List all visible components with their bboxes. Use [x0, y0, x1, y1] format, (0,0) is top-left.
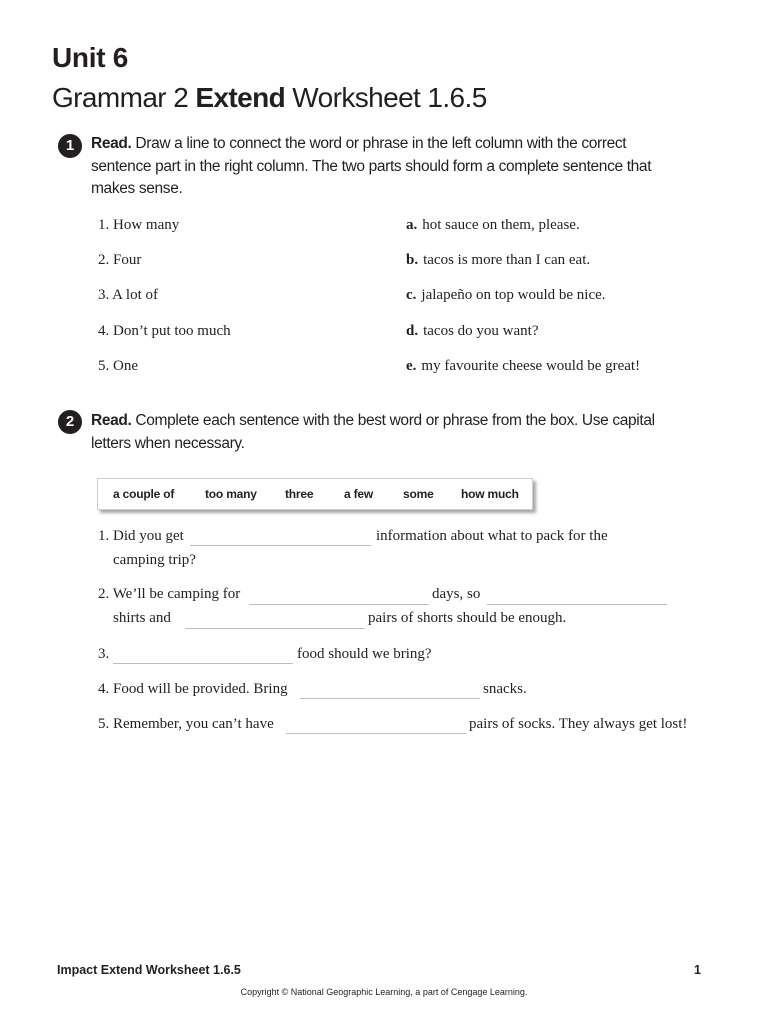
sentence-5-end: pairs of socks. They always get lost!: [469, 716, 688, 732]
exercise-1-lead: Read.: [91, 135, 132, 152]
title-bold: Extend: [195, 82, 286, 113]
word-box-item: how much: [461, 487, 519, 501]
left-item-3: 3. A lot of: [98, 287, 159, 303]
sentence-5-start: 5. Remember, you can’t have: [98, 716, 274, 732]
answer-blank[interactable]: [249, 604, 429, 605]
answer-blank[interactable]: [190, 545, 371, 546]
answer-blank[interactable]: [487, 604, 667, 605]
left-item-1: 1. How many: [98, 217, 180, 233]
right-item-text: my favourite cheese would be great!: [421, 358, 641, 374]
word-box-item: three: [285, 487, 314, 501]
title-suffix: Worksheet 1.6.5: [285, 82, 487, 113]
right-item-letter: c.: [406, 287, 417, 303]
right-item-text: tacos do you want?: [423, 323, 539, 339]
sentence-2-continued: shirts and: [113, 610, 171, 626]
right-item-e: [406, 358, 640, 375]
copyright-notice: Copyright © National Geographic Learning, a part of Cengage Learning.: [240, 987, 528, 997]
word-box-item: a couple of: [113, 487, 175, 501]
answer-blank[interactable]: [300, 698, 480, 699]
right-item-text: hot sauce on them, please.: [422, 217, 580, 233]
right-item-letter: b.: [406, 252, 419, 268]
right-item-letter: d.: [406, 323, 419, 339]
right-item-text: tacos is more than I can eat.: [423, 252, 591, 268]
right-item-b: [406, 252, 590, 269]
right-item-letter: a.: [406, 217, 418, 233]
right-item-c: [406, 287, 606, 304]
sentence-1-middle: information about what to pack for the: [376, 528, 608, 544]
word-box-item: too many: [205, 487, 257, 501]
answer-blank[interactable]: [113, 663, 293, 664]
sentence-4-end: snacks.: [483, 681, 527, 697]
sentence-2-end: pairs of shorts should be enough.: [368, 610, 567, 626]
sentence-3-number: 3.: [98, 646, 110, 662]
exercise-2-instructions: [91, 410, 691, 455]
word-box-item: a few: [344, 487, 374, 501]
right-item-d: [406, 323, 538, 340]
right-item-a: [406, 217, 580, 234]
exercise-2-instruction-line-2: letters when necessary.: [91, 434, 245, 452]
sentence-2-start: 2. We’ll be camping for: [98, 586, 241, 602]
left-item-2: 2. Four: [98, 252, 142, 268]
exercise-1-instruction-line-2: sentence part in the right column. The two parts should form a complete sentence that: [91, 157, 652, 175]
sentence-4-start: 4. Food will be provided. Bring: [98, 681, 288, 697]
word-box: [97, 478, 533, 510]
answer-blank[interactable]: [286, 733, 466, 734]
exercise-1-line-1-text: Draw a line to connect the word or phrase in the left column with the correct: [131, 135, 627, 152]
sentence-1-start: 1. Did you get: [98, 528, 184, 544]
word-box-item: some: [403, 487, 434, 501]
title-prefix: Grammar 2: [52, 82, 196, 113]
worksheet-title: [52, 82, 487, 114]
exercise-1-instruction-line-3: makes sense.: [91, 180, 183, 197]
exercise-1-number-badge: 1: [58, 134, 82, 158]
left-item-5: 5. One: [98, 358, 138, 374]
sentence-1-end: camping trip?: [113, 552, 196, 568]
unit-title: Unit 6: [52, 42, 128, 73]
answer-blank[interactable]: [185, 628, 365, 629]
exercise-1-instruction-line-1: [91, 133, 691, 156]
right-item-letter: e.: [406, 358, 417, 374]
footer-title: Impact Extend Worksheet 1.6.5: [57, 963, 241, 977]
sentence-2-middle: days, so: [432, 586, 481, 602]
exercise-2-instruction-line-1: [91, 410, 691, 433]
sentence-3-end: food should we bring?: [297, 646, 432, 662]
exercise-1-instructions: [91, 133, 691, 201]
left-item-4: 4. Don’t put too much: [98, 323, 231, 339]
exercise-2-line-1-text: Complete each sentence with the best word or phrase from the box. Use capital: [131, 412, 655, 429]
right-item-text: jalapeño on top would be nice.: [421, 287, 606, 303]
exercise-2-lead: Read.: [91, 412, 132, 429]
page-number: 1: [694, 963, 701, 977]
exercise-2-number-badge: 2: [58, 410, 82, 434]
